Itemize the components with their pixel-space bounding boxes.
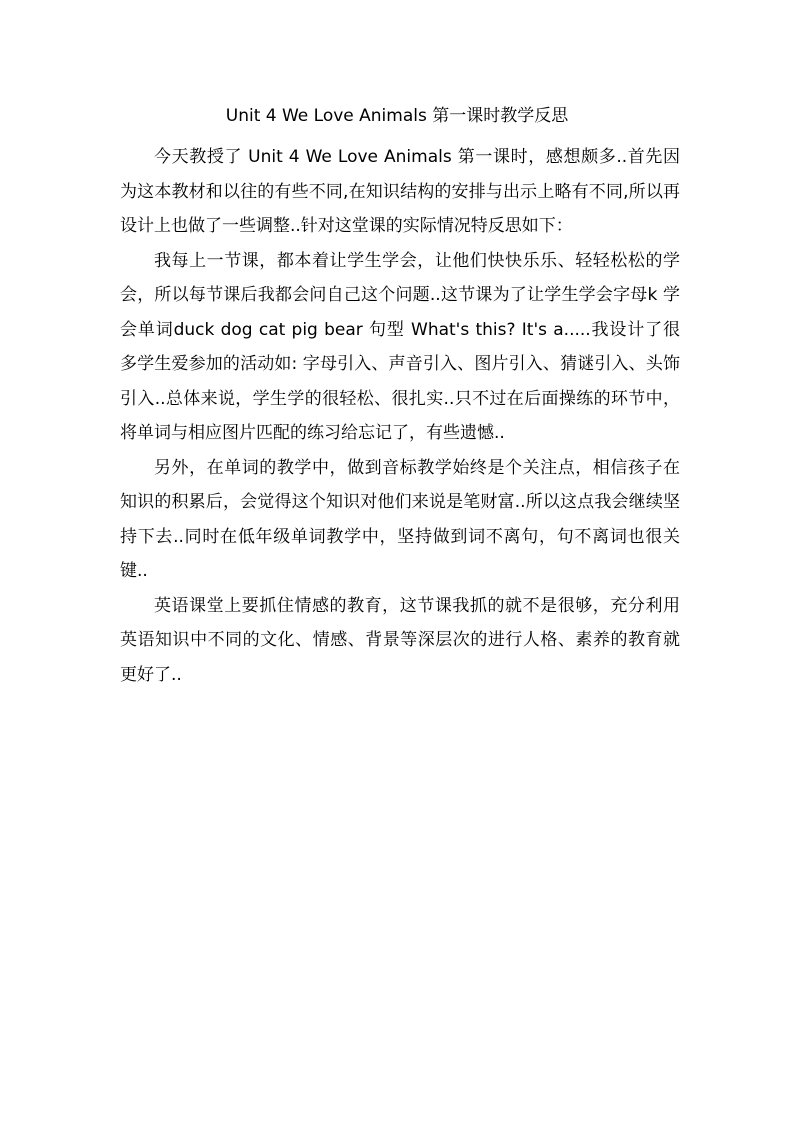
document-body [120,140,680,692]
document-title: Unit 4 We Love Animals 第一课时教学反思 [225,106,569,126]
paragraph-phonics-teaching: 另外，在单词的教学中，做到音标教学始终是个关注点，相信孩子在知识的积累后，会觉得这个知识对他们来说是笔财富..所以这点我会继续坚持下去..同时在低年级单词教学中，坚持做到词不离句，句不离词也很关键.. [120,457,680,581]
paragraph-emotional-education: 英语课堂上要抓住情感的教育，这节课我抓的就不是很够，充分利用英语知识中不同的文化、情感、背景等深层次的进行人格、素养的教育就更好了.. [120,595,680,685]
paragraph-lesson-activities: 我每上一节课，都本着让学生学会，让他们快快乐乐、轻轻松松的学会，所以每节课后我都会问自己这个问题..这节课为了让学生学会字母k 学会单词duck dog cat pig bear 句型 What's this? It's a.....我设计了很多学生爱参加的活动如: 字母引入、声音引入、图片引入、猜谜引入、头饰引入..总体来说，学生学的很轻松、很扎实..只不过在后面操练的环节中，将单词与相应图片匹配的练习给忘记了，有些遗憾.. [120,250,680,443]
paragraph-intro: 今天教授了 Unit 4 We Love Animals 第一课时，感想颇多..首先因为这本教材和以往的有些不同,在知识结构的安排与出示上略有不同,所以再设计上也做了一些调整..针对这堂课的实际情况特反思如下： [120,147,680,236]
